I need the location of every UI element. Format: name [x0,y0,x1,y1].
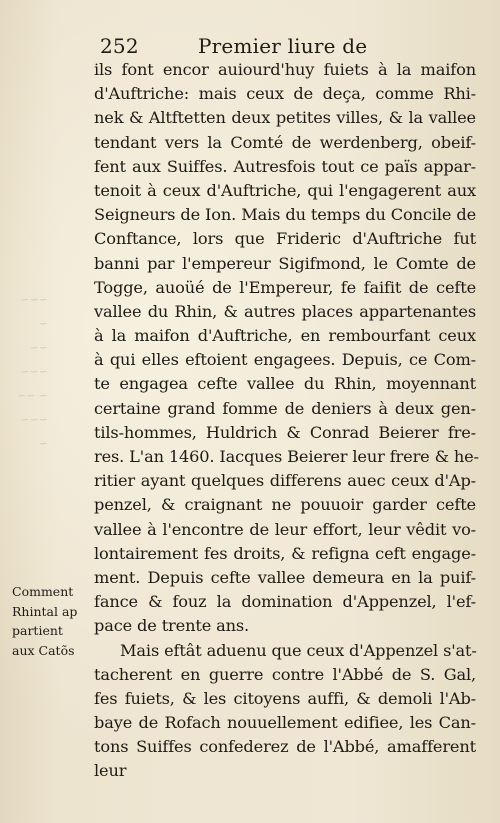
text-line: Togge, auoüé de l'Empereur, fe faifit de cefte [94,277,476,297]
text-line: lontairement fes droits, & refigna ceft engage- [94,543,476,563]
text-line: vallee du Rhin, & autres places appartenantes [94,301,476,321]
page-header [100,34,460,60]
text-line: ritier ayant quelques differens auec ceux d'Ap- [94,471,476,491]
text-line: te engagea cefte vallee du Rhin, moyennant [94,374,476,394]
page-number: 252 [100,34,139,58]
text-line: banni par l'empereur Sigifmond, le Comte de [94,253,476,273]
marginal-note-line: partient [12,623,63,638]
text-line: penzel, & craignant ne pouuoir garder cefte [94,495,476,515]
text-line: à qui elles eftoient engagees. Depuis, ce Com- [94,350,476,370]
text-line: Mais eftât aduenu que ceux d'Appenzel s'at- [120,640,477,660]
text-line: vallee à l'encontre de leur effort, leur vêdit vo- [94,519,476,539]
marginal-note-line: Rhintal ap [12,603,78,619]
main-text-block [94,58,479,784]
text-line: à la maifon d'Auftriche, en rembourfant ceux [94,326,476,346]
text-line: baye de Rofach nouuellement edifiee, les Can- [94,713,476,733]
text-line: tendant vers la Comté de werdenberg, obeif- [94,132,476,152]
text-line: Seigneurs de Ion. Mais du temps du Concile de [94,205,476,225]
text-line: tenoit à ceux d'Auftriche, qui l'engagerent aux [94,180,476,200]
text-line: fance & fouz la domination d'Appenzel, l'ef- [94,592,476,612]
running-title: Premier liure de [198,34,368,58]
show-through-text: ~~~ ~ ~~ ~~~ ~ ~~ ~~~ ~ [16,293,48,450]
text-line: ment. Depuis cefte vallee demeura en la puif- [94,567,476,587]
text-line: Conftance, lors que Frideric d'Auftriche fut [94,229,476,249]
text-line: d'Auftriche: mais ceux de deça, comme Rhi- [94,84,476,104]
marginal-note-line: Comment [12,584,74,599]
text-line: pace de trente ans. [94,616,250,636]
text-line: fes fuiets, & les citoyens auffi, & demoli l'Ab- [94,688,476,708]
text-line: tacherent en guerre contre l'Abbé de S. Gal, [94,664,476,684]
text-line: certaine grand fomme de deniers à deux gen- [94,398,476,418]
text-line: tils-hommes, Huldrich & Conrad Beierer fre- [94,422,476,442]
text-line: fent aux Suiffes. Autresfois tout ce païs appar- [94,156,476,176]
marginal-note-line: aux Catõs [12,642,75,658]
catchword: leur [94,761,127,781]
marginal-note [12,582,96,660]
text-line: nek & Altftetten deux petites villes, & la vallee [94,108,476,128]
text-line: tons Suiffes confederez de l'Abbé, amafferent [94,737,476,757]
text-line: ils font encor auiourd'huy fuiets à la maifon [94,60,476,79]
text-line: res. L'an 1460. Iacques Beierer leur frere & he- [94,447,479,466]
